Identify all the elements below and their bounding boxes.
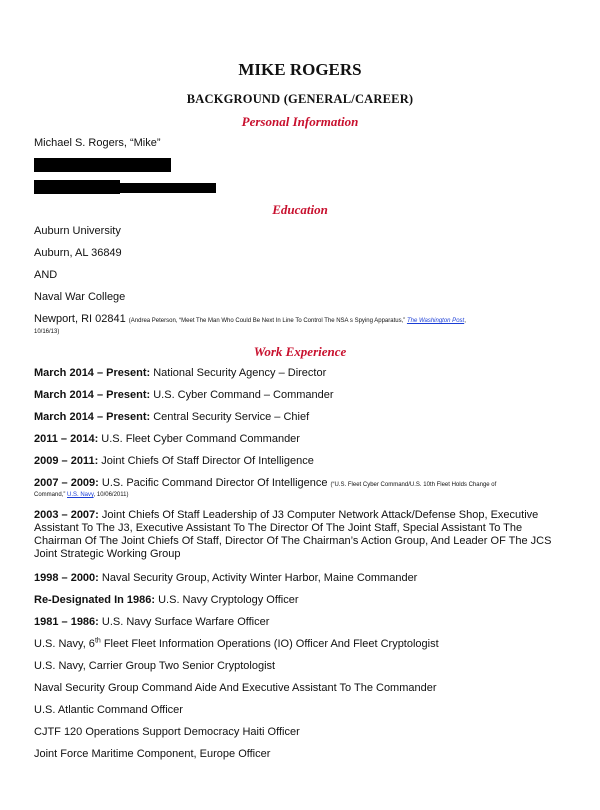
work-entry xyxy=(34,477,574,492)
section-heading-personal: Personal Information xyxy=(241,114,359,129)
work-entry-date: March 2014 – Present: xyxy=(34,411,151,423)
work-entry-date: Re-Designated In 1986: xyxy=(34,594,156,606)
work-entry: Joint Force Maritime Component, Europe Officer xyxy=(34,748,271,760)
education-line-newport xyxy=(34,313,574,328)
work-entry xyxy=(34,411,574,424)
citation-link[interactable]: The Washington Post xyxy=(406,318,465,324)
work-entry-date: 2009 – 2011: xyxy=(34,455,99,467)
citation-text: Command,” xyxy=(34,492,68,498)
education-line: Naval War College xyxy=(34,291,126,303)
citation-tail: , xyxy=(464,318,466,324)
work-entry-text: U.S. Cyber Command – Commander xyxy=(150,389,334,401)
work-entry: CJTF 120 Operations Support Democracy Haiti Officer xyxy=(34,726,300,738)
section-heading-work: Work Experience xyxy=(253,344,347,359)
work-entry-text: National Security Agency – Director xyxy=(150,367,327,379)
work-entry: U.S. Navy, Carrier Group Two Senior Cryptologist xyxy=(34,660,276,672)
full-name: Michael S. Rogers, “Mike” xyxy=(34,137,161,149)
document-subtitle: BACKGROUND (GENERAL/CAREER) xyxy=(186,92,414,106)
citation-text: , 10/06/2011) xyxy=(93,492,129,498)
citation-line xyxy=(34,491,129,499)
work-entry-text: Central Security Service – Chief xyxy=(150,411,310,423)
citation-link[interactable]: U.S. Navy xyxy=(67,492,94,498)
work-entry-text: U.S. Pacific Command Director Of Intelligence xyxy=(98,477,331,489)
work-entry xyxy=(34,455,574,468)
work-entry-text: U.S. Navy, 6 xyxy=(34,638,95,650)
redaction-bar xyxy=(120,183,216,193)
work-entry-text: Naval Security Group, Activity Winter Harbor, Maine Commander xyxy=(98,572,418,584)
work-entry-text: Joint Chiefs Of Staff Leadership of J3 Computer Network Attack/Defense Shop, Executive Assistant To The J3, Executive Assistant To The Director Of The Joint Staff, Special Assistant To The Chairman Of The Joint Chiefs Of Staff, Director Of The Chairman’s Action Group, And Leader OF The JCS Joint Strategic Working Group xyxy=(34,509,552,560)
work-entry-date: 1981 – 1986: xyxy=(34,616,99,628)
work-entry-text: Fleet Fleet Information Operations (IO) Officer And Fleet Cryptologist xyxy=(100,638,439,650)
citation-date: 10/16/13) xyxy=(34,329,60,335)
work-entry-date: March 2014 – Present: xyxy=(34,389,151,401)
work-entry xyxy=(34,594,574,607)
work-entry xyxy=(34,616,574,629)
work-entry xyxy=(34,638,574,651)
education-line: Auburn, AL 36849 xyxy=(34,247,122,259)
work-entry-date: 2011 – 2014: xyxy=(34,433,99,445)
work-entry xyxy=(34,509,564,561)
ordinal-suffix: th xyxy=(94,637,101,645)
redaction-bar xyxy=(34,158,171,172)
education-line: AND xyxy=(34,269,58,281)
work-entry-text: U.S. Fleet Cyber Command Commander xyxy=(98,433,300,445)
education-line: Auburn University xyxy=(34,225,121,237)
work-entry-date: 1998 – 2000: xyxy=(34,572,99,584)
citation-text: (Andrea Peterson, “Meet The Man Who Could Be Next In Line To Control The NSA s Spying Apparatus,” xyxy=(128,318,407,324)
citation-text: (“U.S. Fleet Cyber Command/U.S. 10th Fleet Holds Change of xyxy=(330,482,497,488)
work-entry xyxy=(34,367,574,380)
work-entry-text: U.S. Navy Surface Warfare Officer xyxy=(98,616,270,628)
redaction-bar xyxy=(34,180,120,194)
work-entry-date: 2007 – 2009: xyxy=(34,477,99,489)
work-entry: Naval Security Group Command Aide And Executive Assistant To The Commander xyxy=(34,682,437,694)
education-line: Newport, RI 02841 xyxy=(34,313,126,325)
section-heading-education: Education xyxy=(272,202,328,217)
work-entry xyxy=(34,433,574,446)
work-entry-text: U.S. Navy Cryptology Officer xyxy=(155,594,299,606)
work-entry-text: Joint Chiefs Of Staff Director Of Intelligence xyxy=(98,455,314,467)
work-entry-date: March 2014 – Present: xyxy=(34,367,151,379)
work-entry xyxy=(34,572,574,585)
work-entry: U.S. Atlantic Command Officer xyxy=(34,704,183,716)
work-entry xyxy=(34,389,574,402)
work-entry-date: 2003 – 2007: xyxy=(34,509,99,521)
document-title: MIKE ROGERS xyxy=(238,60,362,79)
